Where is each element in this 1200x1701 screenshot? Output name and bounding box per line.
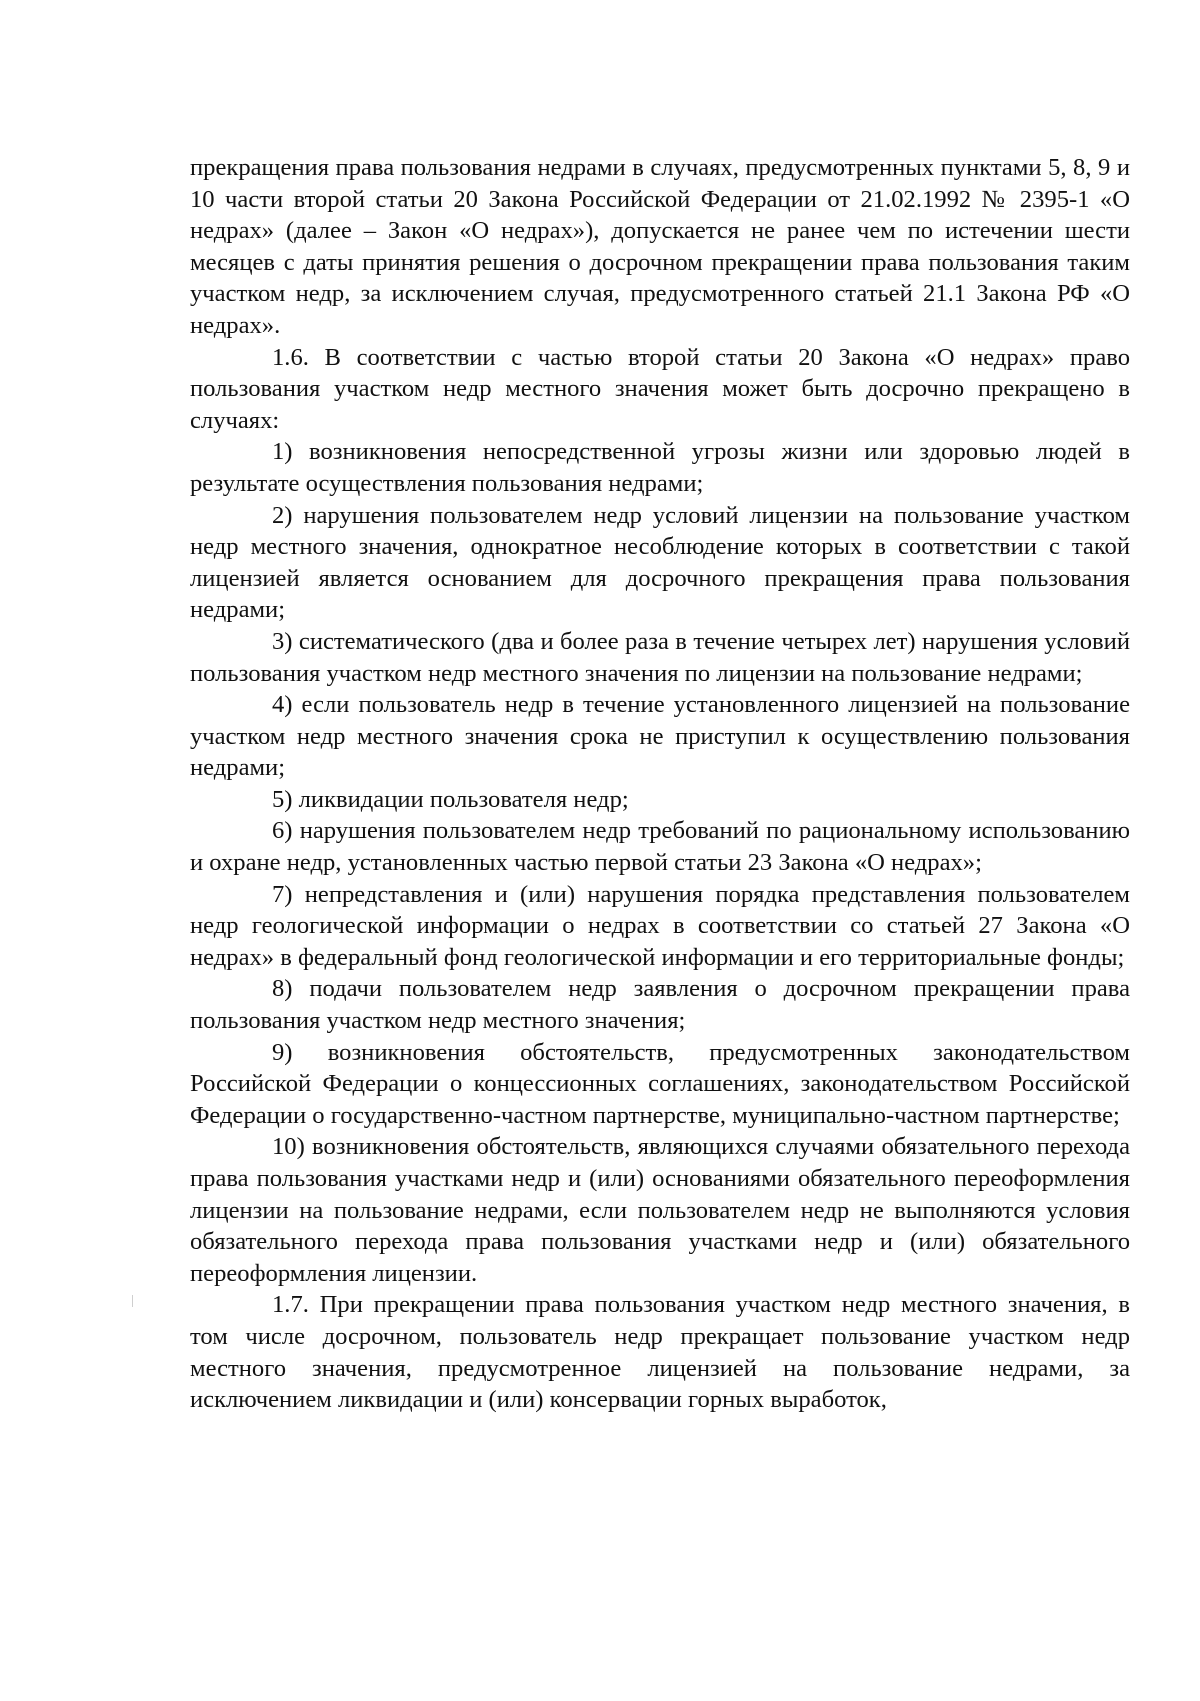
list-item-7: 7) непредставления и (или) нарушения порядка представления пользователем недр геологической информации о недрах в соответствии со статьей 27 Закона «О недрах» в федеральный фонд геологической информации и его территориальные фонды; [190, 880, 1130, 971]
paragraph-continuation: прекращения права пользования недрами в случаях, предусмотренных пунктами 5, 8, 9 и 10 части второй статьи 20 Закона Российской Федерации от 21.02.1992 № 2395-1 «О недрах» (далее – Закон «О недрах»), допускается не ранее чем по истечении шести месяцев с даты принятия решения о досрочном прекращении права пользования таким участком недр, за исключением случая, предусмотренного статьей 21.1 Закона РФ «О недрах». [190, 154, 1130, 339]
list-item-10: 10) возникновения обстоятельств, являющихся случаями обязательного перехода права пользования участками недр и (или) основаниями обязательного переоформления лицензии на пользование недрами, если пользователем недр не выполняются условия обязательного перехода права пользования участками недр и (или) обязательного переоформления лицензии. [190, 1133, 1130, 1287]
document-page [190, 152, 1130, 1416]
list-item-1: 1) возникновения непосредственной угрозы жизни или здоровью людей в результате осуществления пользования недрами; [190, 438, 1130, 497]
paragraph-1-6: 1.6. В соответствии с частью второй статьи 20 Закона «О недрах» право пользования участком недр местного значения может быть досрочно прекращено в случаях: [190, 343, 1130, 434]
list-item-2: 2) нарушения пользователем недр условий лицензии на пользование участком недр местного значения, однократное несоблюдение которых в соответствии с такой лицензией является основанием для досрочного прекращения права пользования недрами; [190, 501, 1130, 624]
list-item-6: 6) нарушения пользователем недр требований по рациональному использованию и охране недр, установленных частью первой статьи 23 Закона «О недрах»; [190, 817, 1130, 877]
list-item-4: 4) если пользователь недр в течение установленного лицензией на пользование участком недр местного значения срока не приступил к осуществлению пользования недрами; [190, 691, 1130, 782]
scan-artifact [132, 1295, 133, 1307]
list-item-5: 5) ликвидации пользователя недр; [272, 785, 629, 813]
list-item-8: 8) подачи пользователем недр заявления о досрочном прекращении права пользования участком недр местного значения; [190, 975, 1130, 1035]
list-item-9: 9) возникновения обстоятельств, предусмотренных законодательством Российской Федерации о концессионных соглашениях, законодательством Российской Федерации о государственно-частном партнерстве, муниципально-частном партнерстве; [190, 1038, 1130, 1129]
paragraph-1-7: 1.7. При прекращении права пользования участком недр местного значения, в том числе досрочном, пользователь недр прекращает пользование участком недр местного значения, предусмотренное лицензией на пользование недрами, за исключением ликвидации и (или) консервации горных выработок, [190, 1291, 1130, 1414]
list-item-3: 3) систематического (два и более раза в течение четырех лет) нарушения условий пользования участком недр местного значения по лицензии на пользование недрами; [190, 627, 1130, 687]
